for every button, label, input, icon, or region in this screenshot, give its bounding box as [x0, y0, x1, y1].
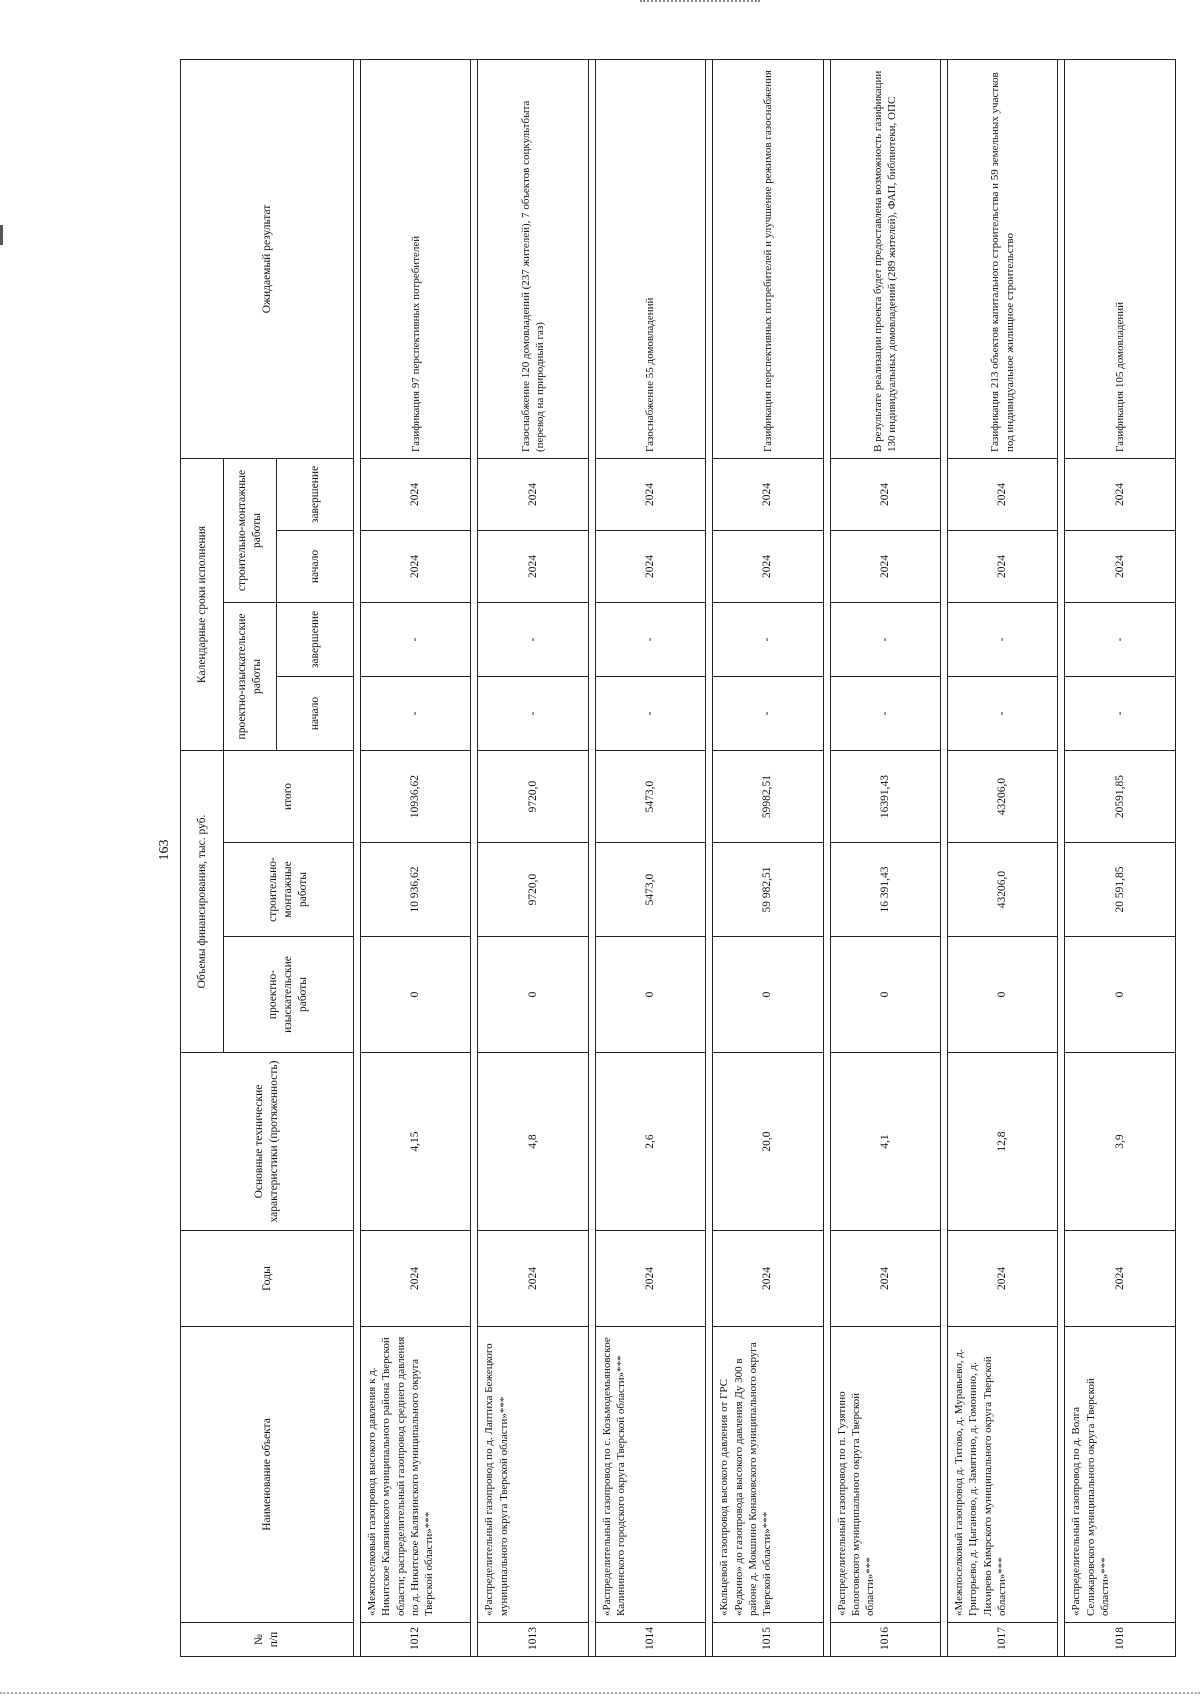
header-calendar: Календарные сроки исполнения — [181, 459, 224, 751]
scan-artifact-top — [640, 0, 760, 5]
row-funding-pir: 0 — [948, 937, 1058, 1053]
row-funding-total: 43206,0 — [948, 751, 1058, 843]
row-name: «Распределительный газопровод по д. Волга Селижаровского муниципального округа Тверской области»*** — [1065, 1327, 1176, 1623]
row-funding-smr: 43206,0 — [948, 843, 1058, 937]
row-pir-start: - — [948, 677, 1058, 751]
row-years: 2024 — [948, 1231, 1058, 1327]
row-funding-smr: 9720,0 — [478, 843, 588, 937]
row-smr-end: 2024 — [713, 459, 823, 531]
row-smr-end: 2024 — [948, 459, 1058, 531]
row-funding-pir: 0 — [478, 937, 588, 1053]
header-funding-total: итого — [224, 751, 354, 843]
row-length: 12,8 — [948, 1053, 1058, 1231]
row-smr-start: 2024 — [830, 531, 940, 603]
row-length: 4,1 — [830, 1053, 940, 1231]
row-length: 4,15 — [361, 1053, 471, 1231]
scan-artifact-bottom — [0, 1692, 1200, 1697]
table-gap — [706, 60, 713, 1657]
row-funding-smr: 16 391,43 — [830, 843, 940, 937]
row-funding-smr: 59 982,51 — [713, 843, 823, 937]
row-result: Газификация 105 домовладений — [1065, 60, 1176, 459]
table-row — [713, 60, 823, 1657]
row-pir-end: - — [1065, 603, 1176, 677]
row-pir-start: - — [595, 677, 705, 751]
header-smr-start: начало — [277, 531, 354, 603]
row-smr-end: 2024 — [478, 459, 588, 531]
row-years: 2024 — [1065, 1231, 1176, 1327]
table-gap — [941, 60, 948, 1657]
row-years: 2024 — [830, 1231, 940, 1327]
table-row — [830, 60, 940, 1657]
row-result: Газификация 97 перспективных потребителей — [361, 60, 471, 459]
header-pir-start: начало — [277, 677, 354, 751]
row-funding-total: 9720,0 — [478, 751, 588, 843]
row-name: «Межпоселковый газопровод высокого давления к д. Никитское Калязинского муниципального района Тверской области; распределительный газопровод среднего давления по д. Никитское Калязинского муниципального округа Тверской области»*** — [361, 1327, 471, 1623]
row-funding-smr: 20 591,85 — [1065, 843, 1176, 937]
row-funding-pir: 0 — [361, 937, 471, 1053]
row-funding-total: 10936,62 — [361, 751, 471, 843]
row-result: В результате реализации проекта будет предоставлена возможность газификации 130 индивидуальных домовладений (289 жителей), ФАП, библиотеки, ОПС — [830, 60, 940, 459]
row-length: 2,6 — [595, 1053, 705, 1231]
row-smr-end: 2024 — [361, 459, 471, 531]
row-smr-start: 2024 — [595, 531, 705, 603]
row-pir-start: - — [478, 677, 588, 751]
table-row — [361, 60, 471, 1657]
header-num: № п/п — [181, 1623, 354, 1657]
header-cal-pir: проектно-изыскательские работы — [224, 603, 277, 751]
row-result: Газификация 213 объектов капитального строительства и 59 земельных участков под индивидуальное жилищное строительство — [948, 60, 1058, 459]
row-pir-end: - — [595, 603, 705, 677]
row-num: 1015 — [713, 1623, 823, 1657]
row-name: «Распределительный газопровод по д. Лаптиха Бежецкого муниципального округа Тверской области»*** — [478, 1327, 588, 1623]
row-pir-start: - — [830, 677, 940, 751]
row-num: 1012 — [361, 1623, 471, 1657]
row-result: Газоснабжение 55 домовладений — [595, 60, 705, 459]
row-funding-pir: 0 — [595, 937, 705, 1053]
row-smr-start: 2024 — [1065, 531, 1176, 603]
projects-table — [180, 59, 1176, 1657]
rotated-table-container — [180, 60, 1176, 1657]
row-years: 2024 — [361, 1231, 471, 1327]
header-name: Наименование объекта — [181, 1327, 354, 1623]
row-funding-smr: 5473,0 — [595, 843, 705, 937]
table-row — [1065, 60, 1176, 1657]
row-num: 1016 — [830, 1623, 940, 1657]
header-cal-smr: строительно-монтажные работы — [224, 459, 277, 603]
page-number: 163 — [157, 839, 172, 861]
row-pir-end: - — [948, 603, 1058, 677]
row-length: 20,0 — [713, 1053, 823, 1231]
row-name: «Межпоселковый газопровод д. Титово, д. Муравьево, д. Григорьево, д. Цыганово, д. Замятино, д. Гомонино, д. Лихирево Кимрского муниципального округа Тверской области»*** — [948, 1327, 1058, 1623]
row-years: 2024 — [713, 1231, 823, 1327]
row-smr-start: 2024 — [948, 531, 1058, 603]
header-smr-end: завершение — [277, 459, 354, 531]
scan-artifact-left — [0, 225, 3, 245]
row-name: «Кольцевой газопровод высокого давления от ГРС «Редкино» до газопровода высокого давления Ду 300 в районе д. Мокшино Конаковского муниципального округа Тверской области»*** — [713, 1327, 823, 1623]
row-smr-start: 2024 — [478, 531, 588, 603]
header-funding-smr: строительно-монтажные работы — [224, 843, 354, 937]
header-pir-end: завершение — [277, 603, 354, 677]
row-funding-pir: 0 — [830, 937, 940, 1053]
row-num: 1013 — [478, 1623, 588, 1657]
row-name: «Распределительный газопровод по п. Гузятино Бологовского муниципального округа Тверской области»*** — [830, 1327, 940, 1623]
row-funding-total: 20591,85 — [1065, 751, 1176, 843]
row-num: 1017 — [948, 1623, 1058, 1657]
row-smr-end: 2024 — [1065, 459, 1176, 531]
row-pir-end: - — [830, 603, 940, 677]
row-pir-end: - — [713, 603, 823, 677]
row-funding-pir: 0 — [1065, 937, 1176, 1053]
row-name: «Распределительный газопровод по с. Козьмодемьяновское Калининского городского округа Тверской области»*** — [595, 1327, 705, 1623]
row-length: 4,8 — [478, 1053, 588, 1231]
table-gap — [471, 60, 478, 1657]
table-gap — [1058, 60, 1065, 1657]
row-num: 1014 — [595, 1623, 705, 1657]
row-years: 2024 — [478, 1231, 588, 1327]
row-smr-end: 2024 — [830, 459, 940, 531]
row-smr-end: 2024 — [595, 459, 705, 531]
table-row — [595, 60, 705, 1657]
header-funding-pir: проектно-изыскательские работы — [224, 937, 354, 1053]
row-pir-end: - — [361, 603, 471, 677]
header-result: Ожидаемый результат — [181, 60, 354, 459]
row-pir-end: - — [478, 603, 588, 677]
row-funding-total: 59982,51 — [713, 751, 823, 843]
row-years: 2024 — [595, 1231, 705, 1327]
row-result: Газоснабжение 120 домовладений (237 жителей), 7 объектов соцкультбыта (перевод на природный газ) — [478, 60, 588, 459]
row-smr-start: 2024 — [713, 531, 823, 603]
row-funding-total: 5473,0 — [595, 751, 705, 843]
table-gap — [354, 60, 361, 1657]
table-gap — [588, 60, 595, 1657]
table-row — [478, 60, 588, 1657]
header-years: Годы — [181, 1231, 354, 1327]
row-funding-total: 16391,43 — [830, 751, 940, 843]
header-funding: Объемы финансирования, тыс. руб. — [181, 751, 224, 1053]
header-characteristics: Основные технические характеристики (протяженность) — [181, 1053, 354, 1231]
row-smr-start: 2024 — [361, 531, 471, 603]
row-pir-start: - — [713, 677, 823, 751]
row-num: 1018 — [1065, 1623, 1176, 1657]
row-result: Газификация перспективных потребителей и улучшение режимов газоснабжения — [713, 60, 823, 459]
table-gap — [823, 60, 830, 1657]
row-funding-smr: 10 936,62 — [361, 843, 471, 937]
row-pir-start: - — [361, 677, 471, 751]
row-length: 3,9 — [1065, 1053, 1176, 1231]
row-pir-start: - — [1065, 677, 1176, 751]
table-row — [948, 60, 1058, 1657]
row-funding-pir: 0 — [713, 937, 823, 1053]
